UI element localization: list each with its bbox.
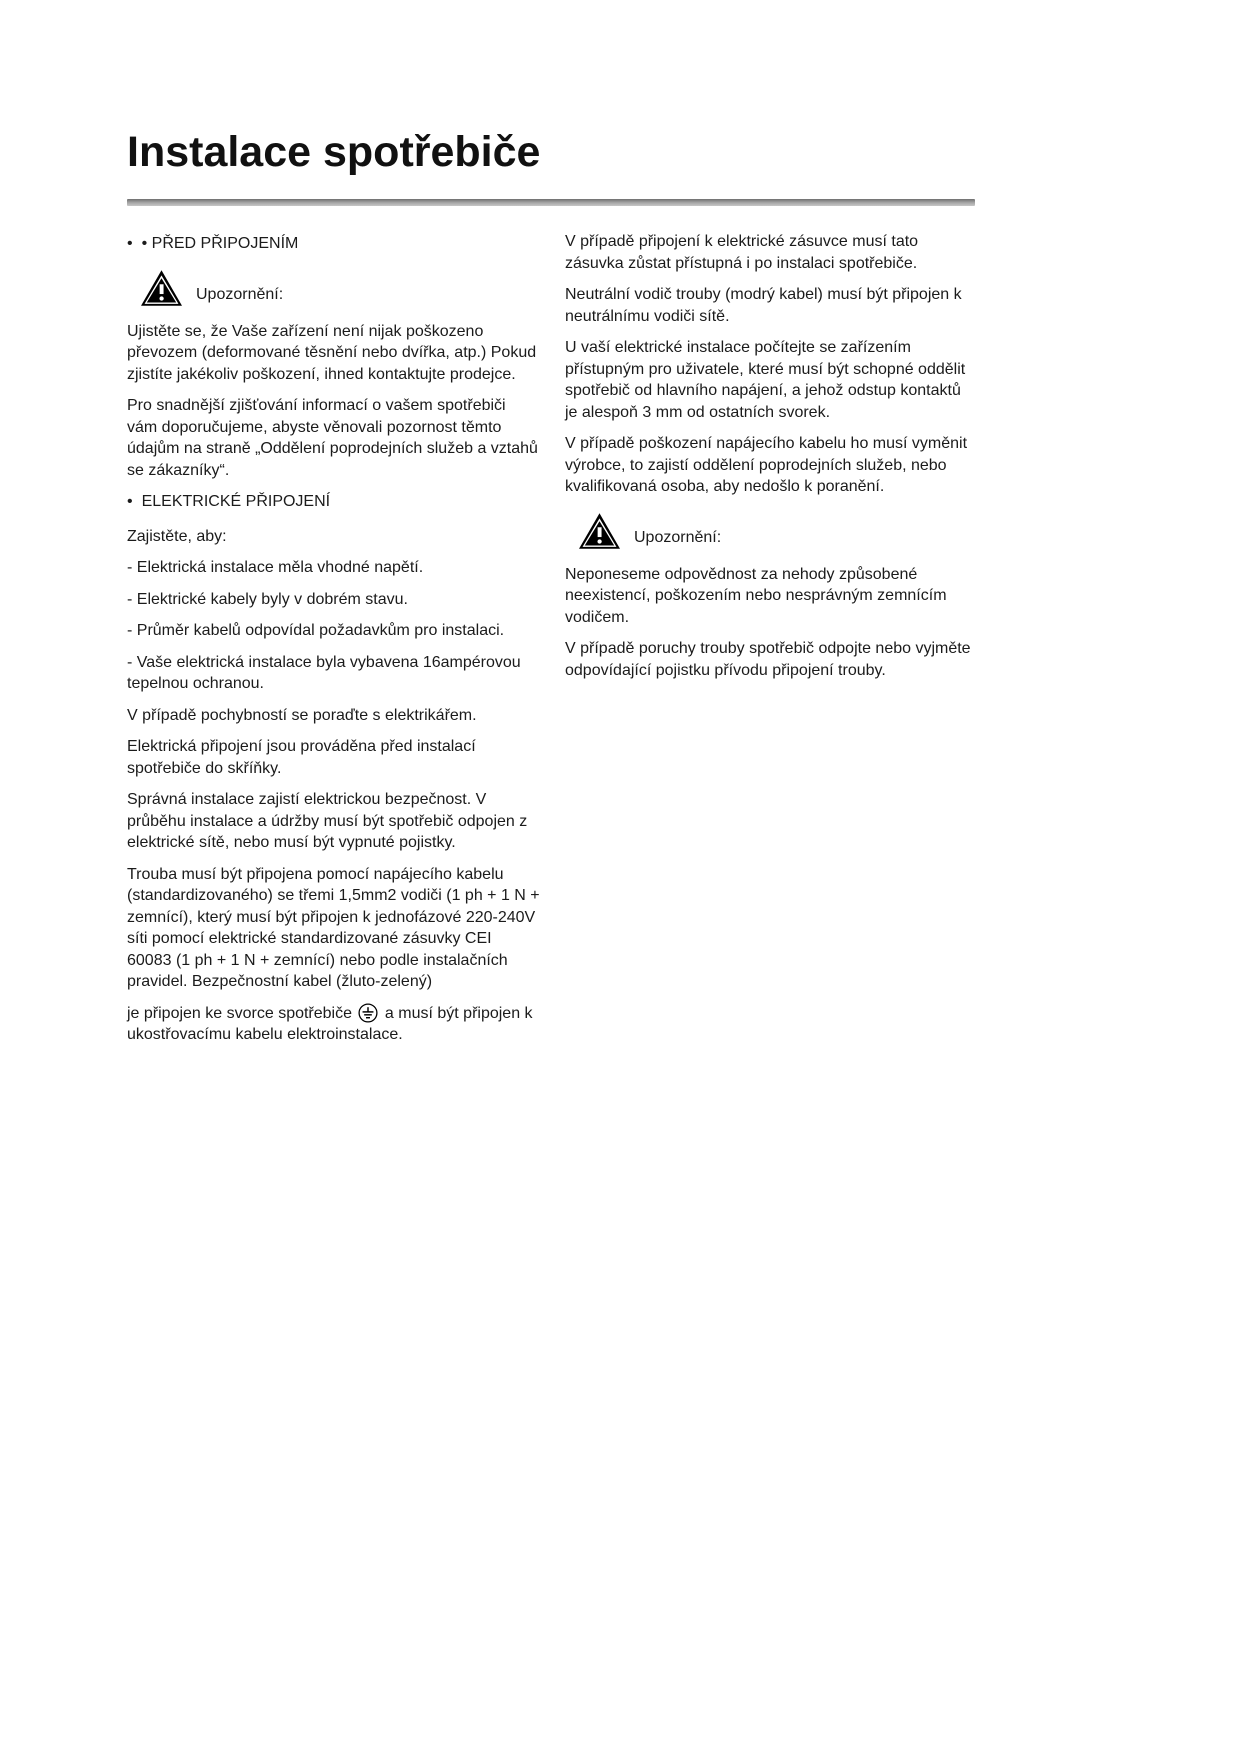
paragraph: Neutrální vodič trouby (modrý kabel) musí být připojen k neutrálnímu vodiči sítě.: [565, 286, 962, 325]
list-item: - Elektrické kabely byly v dobrém stavu.: [127, 590, 408, 608]
bullet: •: [127, 235, 133, 253]
list-item: - Vaše elektrická instalace byla vybavena 16ampérovou tepelnou ochranou.: [127, 653, 521, 693]
paragraph-with-ground-symbol: [127, 1003, 540, 1046]
warning-triangle-icon: [141, 270, 182, 306]
paragraph: V případě poruchy trouby spotřebič odpojte nebo vyjměte odpovídající pojistku přívodu připojení trouby.: [565, 640, 971, 679]
warning-label: Upozornění:: [196, 285, 284, 303]
earth-ground-icon: [358, 1003, 378, 1023]
paragraph: Pro snadnější zjišťování informací o vašem spotřebiči vám doporučujeme, abyste věnovali pozornost těmto údajům na straně „Oddělení poprodejních služeb a vztahů se zákazníky“.: [127, 397, 538, 479]
paragraph: Neponeseme odpovědnost za nehody způsobené neexistencí, poškozením nebo nesprávným zemnícím vodičem.: [565, 565, 947, 626]
right-column: [565, 231, 975, 1056]
paragraph: Trouba musí být připojena pomocí napájecího kabelu (standardizovaného) se třemi 1,5mm2 vodiči (1 ph + 1 N + zemnící), který musí být připojen k jednofázové 220-240V síti pomocí elektrické standardizované zásuvky CEI 60083 (1 ph + 1 N + zemnící) nebo podle instalačních pravidel. Bezpečnostní kabel (žluto-zelený): [127, 865, 540, 991]
paragraph: V případě pochybností se poraďte s elektrikářem.: [127, 706, 477, 724]
section-heading-electrical-connection: [127, 491, 540, 513]
list-item: - Průměr kabelů odpovídal požadavkům pro instalaci.: [127, 622, 505, 640]
warning-block-right: [579, 513, 975, 549]
section-heading-label: ELEKTRICKÉ PŘIPOJENÍ: [141, 493, 331, 511]
paragraph: Správná instalace zajistí elektrickou bezpečnost. V průběhu instalace a údržby musí být spotřebič odpojen z elektrické sítě, nebo musí být vypnuté pojistky.: [127, 791, 528, 852]
ground-text-after: a musí být připojen k ukostřovacímu kabelu elektroinstalace.: [127, 1004, 533, 1044]
section-heading-before-connection: [127, 233, 540, 255]
warning-triangle-icon: [579, 513, 620, 549]
two-column-layout: [127, 231, 975, 1056]
warning-block-left: [141, 270, 540, 306]
paragraph: U vaší elektrické instalace počítejte se zařízením přístupným pro uživatele, které musí být schopné oddělit spotřebič od hlavního napájení, a jehož odstup kontaktů je alespoň 3 mm od ostatních svorek.: [565, 339, 966, 421]
left-column: [127, 231, 540, 1056]
section-heading-label: • PŘED PŘIPOJENÍM: [141, 235, 299, 253]
paragraph: V případě připojení k elektrické zásuvce musí tato zásuvka zůstat přístupná i po instalaci spotřebiče.: [565, 233, 919, 272]
page-content: [127, 130, 975, 1056]
title-divider: [127, 199, 975, 206]
paragraph: V případě poškození napájecího kabelu ho musí vyměnit výrobce, to zajistí oddělení poprodejních služeb, nebo kvalifikovaná osoba, aby nedošlo k poranění.: [565, 435, 968, 496]
paragraph: Ujistěte se, že Vaše zařízení není nijak poškozeno převozem (deformované těsnění nebo dvířka, atp.) Pokud zjistíte jakékoliv poškození, ihned kontaktujte prodejce.: [127, 322, 537, 383]
warning-label: Upozornění:: [634, 528, 722, 546]
paragraph: Zajistěte, aby:: [127, 527, 227, 545]
list-item: - Elektrická instalace měla vhodné napětí.: [127, 559, 424, 577]
bullet: •: [127, 493, 133, 511]
ground-text-before: je připojen ke svorce spotřebiče: [127, 1004, 353, 1022]
paragraph: Elektrická připojení jsou prováděna před instalací spotřebiče do skříňky.: [127, 738, 476, 777]
page-title: Instalace spotřebiče: [127, 128, 541, 176]
